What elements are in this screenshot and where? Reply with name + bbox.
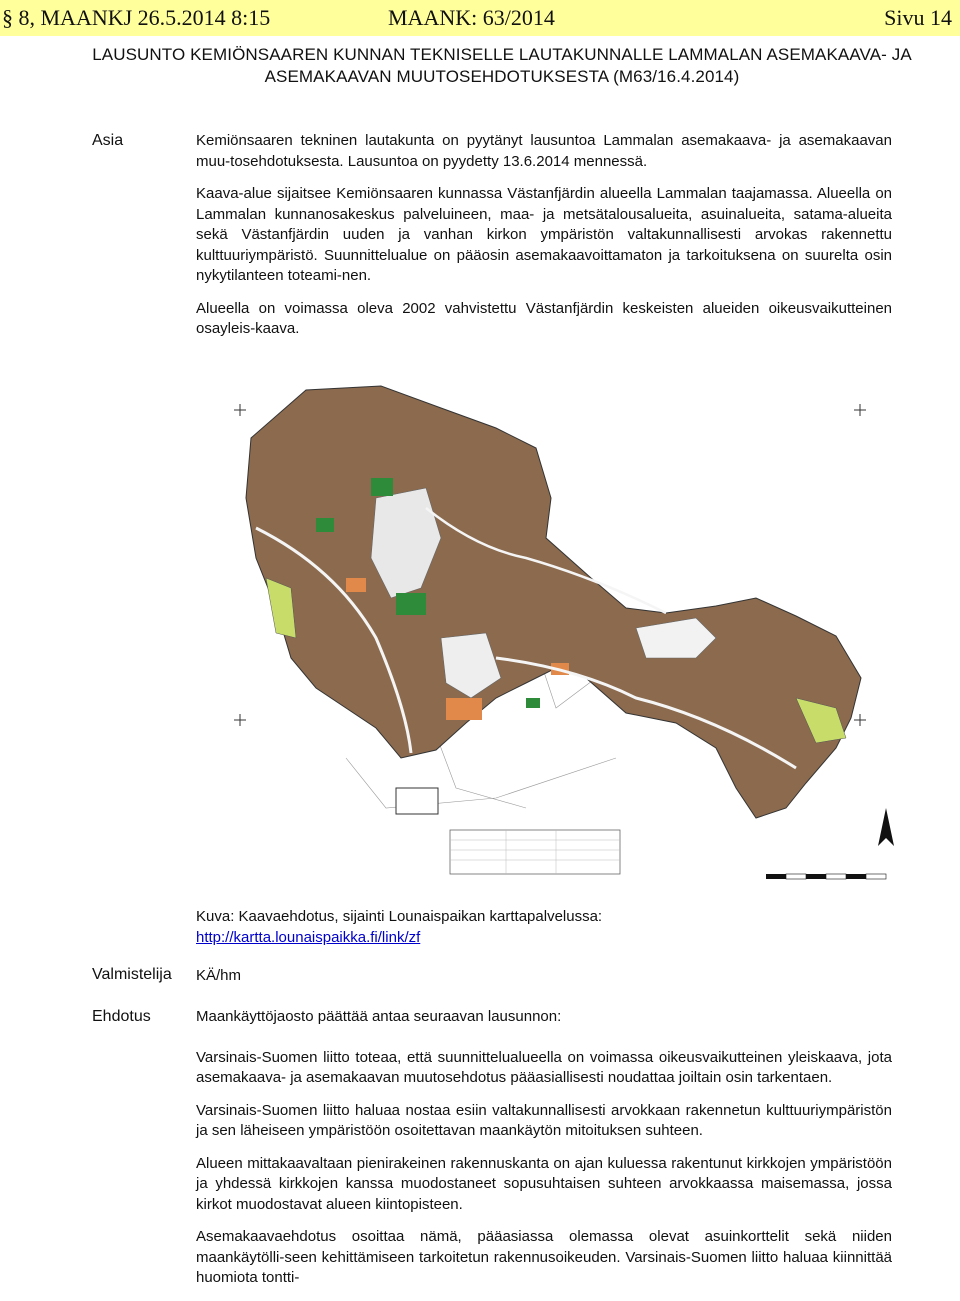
map-zone-green <box>396 593 426 615</box>
page-number: Sivu 14 <box>884 5 952 30</box>
asia-section <box>196 131 892 352</box>
map-zone-orange <box>346 578 366 592</box>
section-reference: § 8, MAANKJ 26.5.2014 8:15 <box>2 5 271 30</box>
map-plot-box <box>396 788 438 814</box>
ehdotus-paragraph-1: Varsinais-Suomen liitto toteaa, että suunnittelualueella on voimassa oikeusvaikutteinen yleiskaava, jota asemakaava- ja asemakaavan muutosehdotus pääasiallisesti noudattaa joiltain osin tarkentaen. <box>196 1048 892 1086</box>
ehdotus-section <box>196 1007 892 1301</box>
title-line-2: ASEMAKAAVAN MUUTOSEHDOTUKSESTA (M63/16.4.2014) <box>264 67 740 86</box>
scale-bar <box>766 874 886 879</box>
valmistelija-label: Valmistelija <box>92 966 172 983</box>
header-bar <box>0 0 960 36</box>
zoning-plan-map <box>196 378 912 886</box>
ehdotus-paragraph-2: Varsinais-Suomen liitto haluaa nostaa esiin valtakunnallisesti arvokkaan rakennetun kulttuuriympäristön ja sen läheiseen ympäristöön osoitettavan maankäytön mitoituksen suhteen. <box>196 1101 892 1139</box>
figure-caption <box>196 906 602 948</box>
map-zone-green <box>316 518 334 532</box>
ehdotus-label: Ehdotus <box>92 1008 151 1025</box>
asia-label: Asia <box>92 132 124 149</box>
document-title <box>92 44 912 88</box>
asia-paragraph-2: Kaava-alue sijaitsee Kemiönsaaren kunnassa Västanfjärdin alueella Lammalan taajamassa. Alueella on Lammalan kunnanosakeskus palveluineen, maa- ja metsätalousalueita, asuinalueita, satama-alueita sekä Västanfjärdin uuden ja vanhan kirkon ympäristön valtakunnallisesti arvokas rakennettu kulttuuriympäristö. Suunnittelualue on pääosin asemakaavoittamaton ja tarkoituksena on suurelta osin nykytilanteen toteami-nen. <box>196 185 892 284</box>
figure-caption-text: Kuva: Kaavaehdotus, sijainti Lounaispaikan karttapalvelussa: <box>196 908 603 925</box>
ehdotus-intro: Maankäyttöjaosto päättää antaa seuraavan lausunnon: <box>196 1008 562 1025</box>
valmistelija-value: KÄ/hm <box>196 967 242 984</box>
asia-paragraph-1: Kemiönsaaren tekninen lautakunta on pyytänyt lausuntoa Lammalan asemakaava- ja asemakaavan muu-tosehdotuksesta. Lausuntoa on pyydetty 13.6.2014 mennessä. <box>196 132 892 170</box>
map-legend-box <box>450 830 620 874</box>
map-zone-green <box>526 698 540 708</box>
map-zone-orange <box>446 698 482 720</box>
map-zone-green <box>371 478 393 496</box>
title-line-1: LAUSUNTO KEMIÖNSAAREN KUNNAN TEKNISELLE LAUTAKUNNALLE LAMMALAN ASEMAKAAVA- JA <box>92 45 912 64</box>
map-service-link[interactable]: http://kartta.lounaispaikka.fi/link/zf <box>196 929 421 946</box>
ehdotus-paragraph-4: Asemakaavaehdotus osoittaa nämä, pääasiassa olemassa olevat asuinkorttelit sekä niiden maankäytölli-seen kehittämiseen tarkoitetun rakennusoikeuden. Varsinais-Suomen liitto haluaa kiinnittää huomiota tontti- <box>196 1228 892 1286</box>
case-reference: MAANK: 63/2014 <box>388 5 555 30</box>
asia-paragraph-3: Alueella on voimassa oleva 2002 vahvistettu Västanfjärdin keskeisten alueiden oikeusvaikutteinen osayleis-kaava. <box>196 299 892 337</box>
ehdotus-paragraph-3: Alueen mittakaavaltaan pienirakeinen rakennuskanta on ajan kuluessa rakentunut kirkkojen ympäristöön ja yhdessä kirkkojen kanssa muodostaneet sopusuhtaisen suhteen arvokkaassa maisemassa, jossa kirkot muodostavat alueen kiintopisteen. <box>196 1154 892 1213</box>
